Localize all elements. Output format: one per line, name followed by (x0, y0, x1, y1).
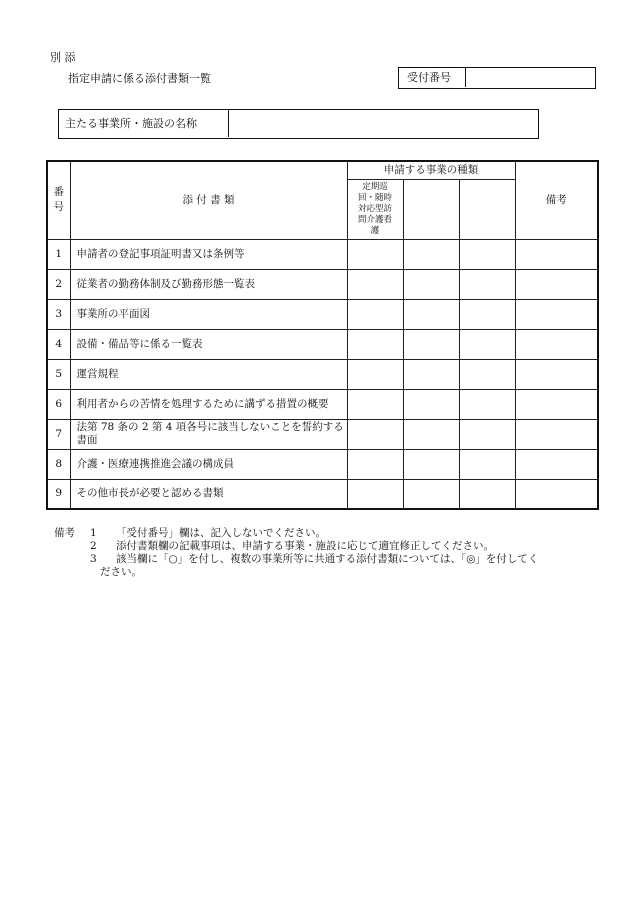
row-check-2[interactable] (403, 449, 459, 479)
row-document: 運営規程 (70, 359, 347, 389)
row-remarks[interactable] (515, 419, 598, 449)
remarks-header: 備考 (515, 161, 598, 239)
row-number: 2 (47, 269, 70, 299)
table-row (47, 449, 598, 479)
note-text: 該当欄に「○」を付し、複数の事業所等に共通する添付書類については、「◎」を付してく (116, 553, 539, 565)
notes-section (54, 527, 538, 579)
row-check-3[interactable] (459, 329, 515, 359)
service-type-header: 申請する事業の種類 (347, 161, 515, 179)
row-check-3[interactable] (459, 479, 515, 509)
document-header: 添 付 書 類 (70, 161, 347, 239)
row-remarks[interactable] (515, 329, 598, 359)
row-check-1[interactable] (347, 359, 403, 389)
number-header: 番号 (47, 161, 70, 239)
row-document: 介護・医療連携推進会議の構成員 (70, 449, 347, 479)
row-remarks[interactable] (515, 449, 598, 479)
notes-label: 備考 (54, 527, 75, 539)
row-remarks[interactable] (515, 239, 598, 269)
note-text: 添付書類欄の記載事項は、申請する事業・施設に応じて適宜修正してください。 (116, 540, 494, 552)
row-document: 申請者の登記事項証明書又は条例等 (70, 239, 347, 269)
note-text: 「受付番号」欄は、記入しないでください。 (116, 527, 326, 539)
row-check-3[interactable] (459, 239, 515, 269)
row-check-1[interactable] (347, 389, 403, 419)
receipt-number-box (398, 67, 596, 89)
table-row (47, 479, 598, 509)
row-check-1[interactable] (347, 449, 403, 479)
table-row (47, 269, 598, 299)
row-number: 7 (47, 419, 70, 449)
note-text: ださい。 (100, 566, 142, 578)
row-remarks[interactable] (515, 359, 598, 389)
row-check-3[interactable] (459, 269, 515, 299)
row-number: 4 (47, 329, 70, 359)
row-number: 9 (47, 479, 70, 509)
row-document: 設備・備品等に係る一覧表 (70, 329, 347, 359)
service-type-3-header (459, 179, 515, 239)
table-header-row (47, 161, 598, 179)
row-check-2[interactable] (403, 239, 459, 269)
note-item-continuation (54, 566, 538, 579)
note-item (54, 527, 538, 540)
row-check-3[interactable] (459, 449, 515, 479)
row-document: 利用者からの苦情を処理するために講ずる措置の概要 (70, 389, 347, 419)
row-check-2[interactable] (403, 299, 459, 329)
receipt-number-label: 受付番号 (407, 71, 451, 84)
table-row (47, 239, 598, 269)
row-check-1[interactable] (347, 269, 403, 299)
service-type-1-header: 定期巡回・随時対応型訪問介護看護 (347, 179, 403, 239)
row-remarks[interactable] (515, 389, 598, 419)
row-check-2[interactable] (403, 359, 459, 389)
note-number: 1 (90, 527, 97, 539)
note-number: 2 (90, 540, 97, 552)
table-row (47, 299, 598, 329)
row-check-2[interactable] (403, 329, 459, 359)
row-remarks[interactable] (515, 269, 598, 299)
row-document: 事業所の平面図 (70, 299, 347, 329)
row-check-3[interactable] (459, 359, 515, 389)
row-check-2[interactable] (403, 389, 459, 419)
facility-divider (228, 110, 229, 137)
table-row (47, 419, 598, 449)
row-document: その他市長が必要と認める書類 (70, 479, 347, 509)
note-number: 3 (90, 553, 97, 565)
row-check-2[interactable] (403, 479, 459, 509)
note-item (54, 540, 538, 553)
table-row (47, 389, 598, 419)
row-number: 3 (47, 299, 70, 329)
row-remarks[interactable] (515, 479, 598, 509)
row-check-1[interactable] (347, 299, 403, 329)
row-remarks[interactable] (515, 299, 598, 329)
row-check-3[interactable] (459, 389, 515, 419)
row-check-1[interactable] (347, 329, 403, 359)
attachments-table (46, 160, 599, 510)
row-number: 8 (47, 449, 70, 479)
row-check-2[interactable] (403, 419, 459, 449)
row-check-1[interactable] (347, 479, 403, 509)
row-number: 6 (47, 389, 70, 419)
row-check-2[interactable] (403, 269, 459, 299)
facility-name-label: 主たる事業所・施設の名称 (65, 117, 197, 130)
row-document: 従業者の勤務体制及び勤務形態一覧表 (70, 269, 347, 299)
row-number: 5 (47, 359, 70, 389)
table-row (47, 329, 598, 359)
row-check-3[interactable] (459, 419, 515, 449)
attachment-label: 別 添 (50, 51, 76, 64)
row-check-3[interactable] (459, 299, 515, 329)
receipt-divider (465, 68, 466, 87)
row-check-1[interactable] (347, 419, 403, 449)
document-title: 指定申請に係る添付書類一覧 (68, 72, 211, 85)
service-type-2-header (403, 179, 459, 239)
row-check-1[interactable] (347, 239, 403, 269)
note-item (54, 553, 538, 566)
row-document: 法第 78 条の 2 第 4 項各号に該当しないことを誓約する書面 (70, 419, 347, 449)
table-row (47, 359, 598, 389)
facility-name-box (58, 109, 539, 139)
row-number: 1 (47, 239, 70, 269)
